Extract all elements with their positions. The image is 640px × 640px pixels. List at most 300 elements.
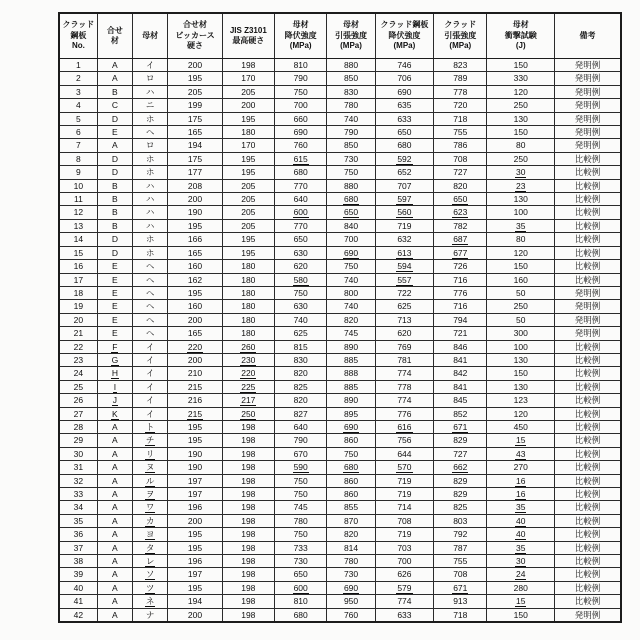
table-row xyxy=(59,166,621,179)
table-cell: 625 xyxy=(375,300,433,313)
table-cell xyxy=(487,555,554,568)
table-cell xyxy=(375,206,433,219)
table-cell: 198 xyxy=(222,608,274,622)
table-cell xyxy=(133,581,168,594)
table-cell: 120 xyxy=(487,85,554,98)
table-cell: 195 xyxy=(222,112,274,125)
table-row xyxy=(59,72,621,85)
table-cell: 888 xyxy=(327,367,375,380)
underlined-value: I xyxy=(113,381,117,392)
table-cell xyxy=(434,581,487,594)
table-cell: イ xyxy=(133,407,168,420)
table-row xyxy=(59,273,621,286)
table-cell: 120 xyxy=(487,407,554,420)
table-cell: 198 xyxy=(222,541,274,554)
table-cell: B xyxy=(97,179,132,192)
table-cell: 198 xyxy=(222,555,274,568)
clad-steel-table xyxy=(58,12,622,623)
table-cell: 680 xyxy=(275,608,327,622)
table-cell: 38 xyxy=(59,555,97,568)
table-cell: 776 xyxy=(375,407,433,420)
table-cell: 150 xyxy=(487,608,554,622)
table-cell: ハ xyxy=(133,85,168,98)
underlined-value: 43 xyxy=(515,448,526,459)
table-cell: D xyxy=(97,246,132,259)
underlined-value: 220 xyxy=(241,368,256,379)
table-cell: 722 xyxy=(375,286,433,299)
table-cell: 880 xyxy=(327,179,375,192)
table-cell: 195 xyxy=(168,581,222,594)
table-cell: 650 xyxy=(275,233,327,246)
table-cell: 比較例 xyxy=(554,595,621,608)
table-cell: 比較例 xyxy=(554,447,621,460)
table-cell: A xyxy=(97,461,132,474)
table-cell: 比較例 xyxy=(554,474,621,487)
table-cell: 830 xyxy=(327,85,375,98)
table-cell: 165 xyxy=(168,246,222,259)
table-cell xyxy=(487,501,554,514)
column-header: クラッド 鋼板 No. xyxy=(59,13,97,59)
table-cell: 発明例 xyxy=(554,608,621,622)
table-cell xyxy=(487,595,554,608)
underlined-value: 15 xyxy=(515,435,526,446)
table-cell: 750 xyxy=(327,166,375,179)
table-cell: 781 xyxy=(375,353,433,366)
table-cell: 比較例 xyxy=(554,407,621,420)
table-body xyxy=(59,59,621,623)
table-cell: 比較例 xyxy=(554,528,621,541)
table-cell xyxy=(168,340,222,353)
table-cell: A xyxy=(97,555,132,568)
table-cell xyxy=(133,488,168,501)
table-cell: 11 xyxy=(59,193,97,206)
table-row xyxy=(59,461,621,474)
table-cell xyxy=(222,353,274,366)
table-cell: ヘ xyxy=(133,286,168,299)
table-cell: 718 xyxy=(434,608,487,622)
table-cell xyxy=(487,219,554,232)
table-cell: 250 xyxy=(487,300,554,313)
table-cell: 750 xyxy=(275,528,327,541)
table-cell: 比較例 xyxy=(554,581,621,594)
table-cell: 197 xyxy=(168,568,222,581)
table-row xyxy=(59,541,621,554)
underlined-value: F xyxy=(112,341,118,352)
table-cell: 790 xyxy=(275,72,327,85)
table-cell: E xyxy=(97,126,132,139)
table-cell: 756 xyxy=(375,434,433,447)
table-cell xyxy=(375,273,433,286)
table-cell: 160 xyxy=(487,273,554,286)
table-cell: 発明例 xyxy=(554,313,621,326)
table-cell: 170 xyxy=(222,139,274,152)
table-cell xyxy=(133,514,168,527)
table-cell: 829 xyxy=(434,488,487,501)
table-cell: 626 xyxy=(375,568,433,581)
table-cell: 195 xyxy=(222,152,274,165)
table-cell: 28 xyxy=(59,420,97,433)
table-cell: 比較例 xyxy=(554,501,621,514)
table-cell: 820 xyxy=(275,394,327,407)
column-header: JIS Z3101 最高硬さ xyxy=(222,13,274,59)
table-row xyxy=(59,608,621,622)
table-cell: 195 xyxy=(168,219,222,232)
table-cell: 比較例 xyxy=(554,193,621,206)
table-row xyxy=(59,112,621,125)
table-cell: 1 xyxy=(59,59,97,72)
table-cell: 175 xyxy=(168,112,222,125)
table-cell: 195 xyxy=(222,246,274,259)
table-cell: 625 xyxy=(275,327,327,340)
table-cell: 198 xyxy=(222,568,274,581)
table-cell xyxy=(375,152,433,165)
table-cell: 200 xyxy=(168,193,222,206)
table-cell: 827 xyxy=(275,407,327,420)
column-header: 合せ 材 xyxy=(97,13,132,59)
table-cell: 860 xyxy=(327,434,375,447)
underlined-value: 217 xyxy=(241,395,256,406)
table-cell: A xyxy=(97,72,132,85)
table-cell: 25 xyxy=(59,380,97,393)
table-cell: ロ xyxy=(133,139,168,152)
table-cell: 810 xyxy=(275,59,327,72)
table-cell xyxy=(434,461,487,474)
table-cell: 比較例 xyxy=(554,273,621,286)
table-cell: 730 xyxy=(327,568,375,581)
table-cell: 160 xyxy=(168,260,222,273)
table-cell: 比較例 xyxy=(554,219,621,232)
table-cell xyxy=(487,474,554,487)
table-cell: 発明例 xyxy=(554,327,621,340)
table-cell: 34 xyxy=(59,501,97,514)
table-cell: 150 xyxy=(487,367,554,380)
table-cell: 198 xyxy=(222,528,274,541)
table-cell: B xyxy=(97,193,132,206)
table-cell: 780 xyxy=(275,514,327,527)
table-cell: ヘ xyxy=(133,300,168,313)
table-cell: イ xyxy=(133,380,168,393)
table-cell: 195 xyxy=(168,420,222,433)
table-cell: 810 xyxy=(275,595,327,608)
table-cell: 197 xyxy=(168,474,222,487)
table-cell: 205 xyxy=(222,179,274,192)
table-cell: 700 xyxy=(375,555,433,568)
underlined-value: 579 xyxy=(397,582,412,593)
table-row xyxy=(59,233,621,246)
table-cell: 630 xyxy=(275,246,327,259)
underlined-value: 220 xyxy=(187,341,203,352)
underlined-value: 671 xyxy=(453,582,468,593)
underlined-value: ル xyxy=(145,475,155,486)
table-cell: 190 xyxy=(168,447,222,460)
table-cell xyxy=(434,420,487,433)
table-cell xyxy=(97,394,132,407)
table-cell: 80 xyxy=(487,233,554,246)
table-head xyxy=(59,13,621,59)
table-cell: 820 xyxy=(434,179,487,192)
table-cell: 450 xyxy=(487,420,554,433)
table-row xyxy=(59,555,621,568)
table-cell: 発明例 xyxy=(554,112,621,125)
table-cell: 727 xyxy=(434,447,487,460)
underlined-value: ヲ xyxy=(145,489,155,499)
table-row xyxy=(59,99,621,112)
table-cell: 850 xyxy=(327,139,375,152)
table-cell: 205 xyxy=(222,219,274,232)
table-cell: 23 xyxy=(59,353,97,366)
table-cell: A xyxy=(97,59,132,72)
table-cell: 発明例 xyxy=(554,286,621,299)
table-row xyxy=(59,206,621,219)
table-cell: 8 xyxy=(59,152,97,165)
table-cell: 21 xyxy=(59,327,97,340)
table-cell: 130 xyxy=(487,353,554,366)
table-cell: 250 xyxy=(487,99,554,112)
table-cell xyxy=(97,353,132,366)
table-cell: D xyxy=(97,152,132,165)
table-cell: 197 xyxy=(168,488,222,501)
table-cell: 635 xyxy=(375,99,433,112)
table-cell: ハ xyxy=(133,179,168,192)
table-cell: ホ xyxy=(133,152,168,165)
table-cell xyxy=(327,581,375,594)
table-cell xyxy=(487,541,554,554)
underlined-value: 580 xyxy=(293,274,308,285)
table-row xyxy=(59,434,621,447)
table-cell: 825 xyxy=(434,501,487,514)
table-cell: 760 xyxy=(327,608,375,622)
table-cell: 194 xyxy=(168,595,222,608)
table-cell xyxy=(97,340,132,353)
underlined-value: ネ xyxy=(145,596,155,607)
table-cell: 640 xyxy=(275,193,327,206)
table-cell: 778 xyxy=(434,85,487,98)
table-cell: 700 xyxy=(327,233,375,246)
table-cell: 198 xyxy=(222,420,274,433)
table-cell: ヘ xyxy=(133,313,168,326)
table-cell: 750 xyxy=(327,260,375,273)
underlined-value: 250 xyxy=(241,408,256,419)
table-cell: 198 xyxy=(222,595,274,608)
table-cell xyxy=(487,179,554,192)
column-header: 備考 xyxy=(554,13,621,59)
underlined-value: 40 xyxy=(515,529,526,540)
table-cell: 730 xyxy=(327,152,375,165)
table-cell: 708 xyxy=(434,152,487,165)
table-cell xyxy=(375,246,433,259)
table-cell: C xyxy=(97,99,132,112)
table-cell: 41 xyxy=(59,595,97,608)
table-cell: 780 xyxy=(327,555,375,568)
table-cell: 16 xyxy=(59,260,97,273)
table-cell xyxy=(327,461,375,474)
table-cell: 890 xyxy=(327,394,375,407)
table-cell: 150 xyxy=(487,59,554,72)
table-cell: D xyxy=(97,166,132,179)
underlined-value: 613 xyxy=(397,247,412,258)
underlined-value: 590 xyxy=(293,462,308,473)
table-cell: 820 xyxy=(275,367,327,380)
table-cell: 198 xyxy=(222,581,274,594)
table-cell: 860 xyxy=(327,474,375,487)
table-cell xyxy=(375,260,433,273)
table-cell: 130 xyxy=(487,193,554,206)
table-cell: 発明例 xyxy=(554,139,621,152)
table-cell: 740 xyxy=(327,273,375,286)
underlined-value: レ xyxy=(145,556,155,567)
underlined-value: J xyxy=(112,395,118,406)
table-cell: ホ xyxy=(133,246,168,259)
table-cell: 200 xyxy=(222,99,274,112)
table-cell xyxy=(275,461,327,474)
table-cell: 644 xyxy=(375,447,433,460)
table-cell: 比較例 xyxy=(554,246,621,259)
table-cell: ハ xyxy=(133,219,168,232)
table-cell: 50 xyxy=(487,313,554,326)
table-row xyxy=(59,394,621,407)
table-cell xyxy=(434,206,487,219)
table-cell: 比較例 xyxy=(554,353,621,366)
underlined-value: 680 xyxy=(343,194,359,205)
table-cell: D xyxy=(97,233,132,246)
table-cell xyxy=(133,555,168,568)
table-cell: 発明例 xyxy=(554,126,621,139)
table-cell: 170 xyxy=(222,72,274,85)
table-cell: 196 xyxy=(168,501,222,514)
table-cell: 177 xyxy=(168,166,222,179)
table-cell xyxy=(133,595,168,608)
table-cell: 790 xyxy=(275,434,327,447)
table-cell: 比較例 xyxy=(554,179,621,192)
table-cell: 162 xyxy=(168,273,222,286)
table-cell: 37 xyxy=(59,541,97,554)
table-cell: 829 xyxy=(434,474,487,487)
table-row xyxy=(59,340,621,353)
table-cell: 24 xyxy=(59,367,97,380)
table-cell: B xyxy=(97,206,132,219)
underlined-value: ツ xyxy=(145,582,155,593)
table-cell: A xyxy=(97,501,132,514)
table-cell: 36 xyxy=(59,528,97,541)
underlined-value: 560 xyxy=(397,207,412,218)
table-cell xyxy=(487,166,554,179)
underlined-value: 260 xyxy=(241,341,256,352)
column-header: 母材 xyxy=(133,13,168,59)
underlined-value: 690 xyxy=(343,247,359,258)
table-cell: 830 xyxy=(275,353,327,366)
table-cell: 194 xyxy=(168,139,222,152)
table-cell: 803 xyxy=(434,514,487,527)
table-cell: 40 xyxy=(59,581,97,594)
table-row xyxy=(59,219,621,232)
table-cell: 比較例 xyxy=(554,488,621,501)
table-cell: 745 xyxy=(275,501,327,514)
table-cell: 205 xyxy=(222,193,274,206)
table-cell: 198 xyxy=(222,59,274,72)
table-row xyxy=(59,179,621,192)
underlined-value: H xyxy=(111,368,118,379)
table-cell: 774 xyxy=(375,595,433,608)
table-cell: 716 xyxy=(434,300,487,313)
table-cell: 726 xyxy=(434,260,487,273)
table-row xyxy=(59,59,621,72)
table-cell: ニ xyxy=(133,99,168,112)
table-cell: 776 xyxy=(434,286,487,299)
table-cell: 比較例 xyxy=(554,260,621,273)
table-cell: 770 xyxy=(275,219,327,232)
table-cell: 718 xyxy=(434,112,487,125)
table-cell: 198 xyxy=(222,447,274,460)
table-row xyxy=(59,313,621,326)
underlined-value: ヨ xyxy=(145,529,155,540)
underlined-value: 690 xyxy=(343,582,359,593)
table-cell: 198 xyxy=(222,488,274,501)
table-cell xyxy=(222,367,274,380)
table-cell: 180 xyxy=(222,300,274,313)
table-cell: 195 xyxy=(168,528,222,541)
table-cell: E xyxy=(97,300,132,313)
table-row xyxy=(59,488,621,501)
table-cell: A xyxy=(97,581,132,594)
table-cell: 778 xyxy=(375,380,433,393)
column-header: 母材 引張強度 (MPa) xyxy=(327,13,375,59)
table-cell xyxy=(434,193,487,206)
table-cell: 195 xyxy=(168,286,222,299)
table-cell: 720 xyxy=(434,99,487,112)
table-cell: 745 xyxy=(327,327,375,340)
table-cell xyxy=(133,434,168,447)
underlined-value: 677 xyxy=(453,247,468,258)
table-cell: 198 xyxy=(222,461,274,474)
table-cell: 680 xyxy=(375,139,433,152)
table-cell: 12 xyxy=(59,206,97,219)
table-cell xyxy=(327,193,375,206)
table-cell: 845 xyxy=(434,394,487,407)
table-cell xyxy=(275,152,327,165)
table-cell: 650 xyxy=(275,568,327,581)
column-header: 母材 降伏強度 (MPa) xyxy=(275,13,327,59)
table-cell xyxy=(487,528,554,541)
table-cell: ヘ xyxy=(133,260,168,273)
underlined-value: 594 xyxy=(397,261,412,272)
table-cell: 比較例 xyxy=(554,233,621,246)
table-cell: 750 xyxy=(275,85,327,98)
table-cell: 660 xyxy=(275,112,327,125)
table-cell xyxy=(487,568,554,581)
table-row xyxy=(59,327,621,340)
table-cell: 721 xyxy=(434,327,487,340)
table-cell: 123 xyxy=(487,394,554,407)
table-cell: ホ xyxy=(133,112,168,125)
table-cell: 755 xyxy=(434,126,487,139)
table-cell: 180 xyxy=(222,286,274,299)
table-cell: ヘ xyxy=(133,327,168,340)
table-cell: 841 xyxy=(434,353,487,366)
table-cell: 166 xyxy=(168,233,222,246)
table-cell xyxy=(222,380,274,393)
table-cell: 14 xyxy=(59,233,97,246)
table-cell: 913 xyxy=(434,595,487,608)
table-cell: 180 xyxy=(222,273,274,286)
underlined-value: ヌ xyxy=(145,462,155,473)
table-cell: 815 xyxy=(275,340,327,353)
table-cell xyxy=(133,541,168,554)
underlined-value: 557 xyxy=(397,274,412,285)
table-row xyxy=(59,139,621,152)
table-cell: 895 xyxy=(327,407,375,420)
table-cell: 26 xyxy=(59,394,97,407)
table-cell: 846 xyxy=(434,340,487,353)
